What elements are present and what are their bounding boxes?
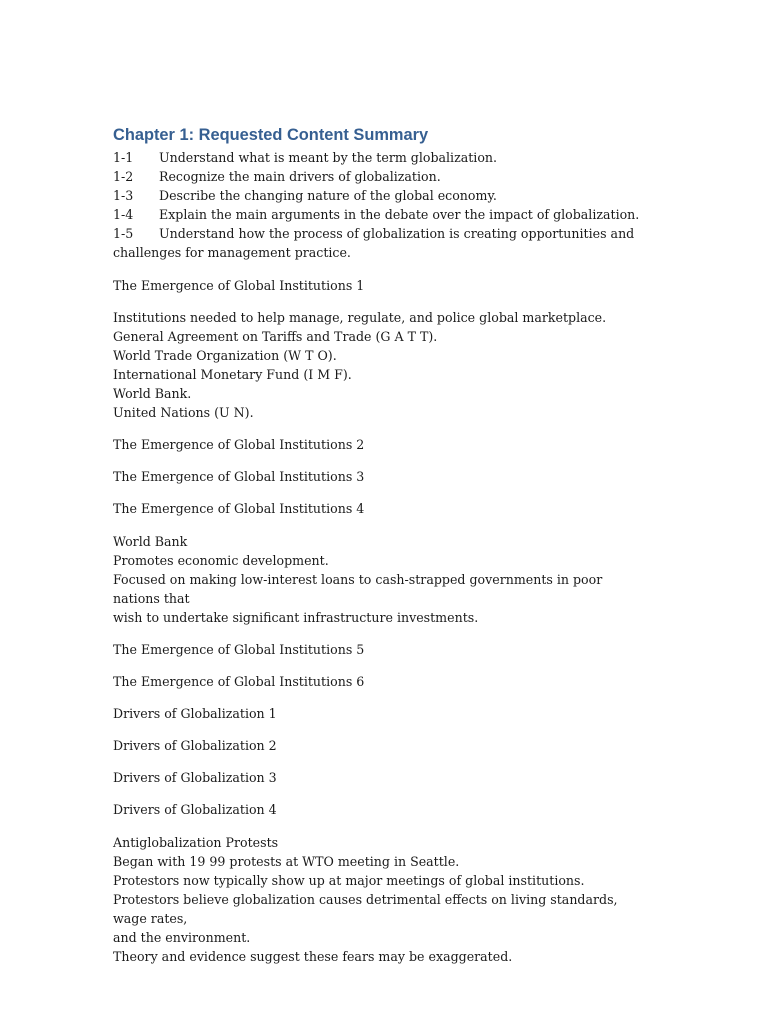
objective-text: Understand what is meant by the term globalization.	[159, 150, 498, 165]
section-paragraph	[113, 276, 653, 295]
section-paragraph	[113, 640, 653, 659]
objective-number: 1-3	[113, 188, 134, 204]
section-paragraph	[113, 308, 653, 423]
section-paragraph	[113, 499, 653, 518]
section-paragraph	[113, 467, 653, 486]
text-line: The Emergence of Global Institutions 6	[113, 674, 365, 690]
text-line: Drivers of Globalization 3	[113, 770, 277, 786]
text-line: Promotes economic development.	[113, 552, 329, 568]
text-line: Focused on making low-interest loans to cash-strapped governments in poor nations that	[113, 571, 603, 606]
section-paragraph	[113, 768, 653, 787]
text-line: Drivers of Globalization 4	[113, 802, 277, 818]
text-line: and the environment.	[113, 930, 251, 945]
text-line: The Emergence of Global Institutions 4	[113, 501, 365, 517]
text-line: The Emergence of Global Institutions 1	[113, 277, 365, 293]
objective-text: Understand how the process of globalization is creating opportunities and	[159, 226, 635, 242]
objective-item	[113, 224, 653, 243]
objective-continuation: challenges for management practice.	[113, 245, 351, 261]
text-line: The Emergence of Global Institutions 5	[113, 641, 365, 657]
objective-text: Describe the changing nature of the global economy.	[159, 188, 497, 204]
text-line: Drivers of Globalization 1	[113, 706, 277, 722]
text-line: Began with 19 99 protests at WTO meeting in Seattle.	[113, 853, 460, 869]
section-paragraph	[113, 704, 653, 723]
section-paragraph	[113, 800, 653, 819]
text-line: General Agreement on Tariffs and Trade (G A T T).	[113, 328, 438, 344]
text-line: The Emergence of Global Institutions 3	[113, 469, 365, 485]
section-paragraph	[113, 532, 653, 627]
text-line: Protestors believe globalization causes detrimental effects on living standards, wage rates,	[113, 891, 618, 926]
text-line: wish to undertake significant infrastructure investments.	[113, 609, 479, 625]
section-paragraph	[113, 833, 653, 967]
content-sections	[113, 276, 653, 967]
section-paragraph	[113, 435, 653, 454]
text-line: International Monetary Fund (I M F).	[113, 366, 352, 382]
objective-item	[113, 186, 653, 205]
objective-number: 1-1	[113, 150, 134, 165]
objective-number: 1-2	[113, 169, 134, 185]
section-paragraph	[113, 672, 653, 691]
text-line: World Bank	[113, 533, 188, 549]
text-line: World Trade Organization (W T O).	[113, 347, 337, 363]
objective-item	[113, 205, 653, 224]
objective-item	[113, 148, 653, 167]
text-line: World Bank.	[113, 386, 192, 402]
section-paragraph	[113, 736, 653, 755]
objective-number: 1-5	[113, 226, 134, 242]
document-page	[113, 124, 653, 966]
chapter-heading: Chapter 1: Requested Content Summary	[113, 126, 429, 144]
text-line: Institutions needed to help manage, regulate, and police global marketplace.	[113, 309, 607, 325]
objective-text: Recognize the main drivers of globalization.	[159, 169, 441, 185]
text-line: Theory and evidence suggest these fears may be exaggerated.	[113, 949, 513, 965]
objective-number: 1-4	[113, 207, 134, 223]
objective-text: Explain the main arguments in the debate over the impact of globalization.	[159, 207, 640, 223]
text-line: Protestors now typically show up at major meetings of global institutions.	[113, 872, 585, 888]
learning-objectives-list	[113, 148, 653, 263]
objective-item	[113, 167, 653, 186]
text-line: The Emergence of Global Institutions 2	[113, 437, 365, 453]
text-line: Antiglobalization Protests	[113, 834, 279, 850]
text-line: United Nations (U N).	[113, 405, 254, 421]
text-line: Drivers of Globalization 2	[113, 738, 277, 754]
